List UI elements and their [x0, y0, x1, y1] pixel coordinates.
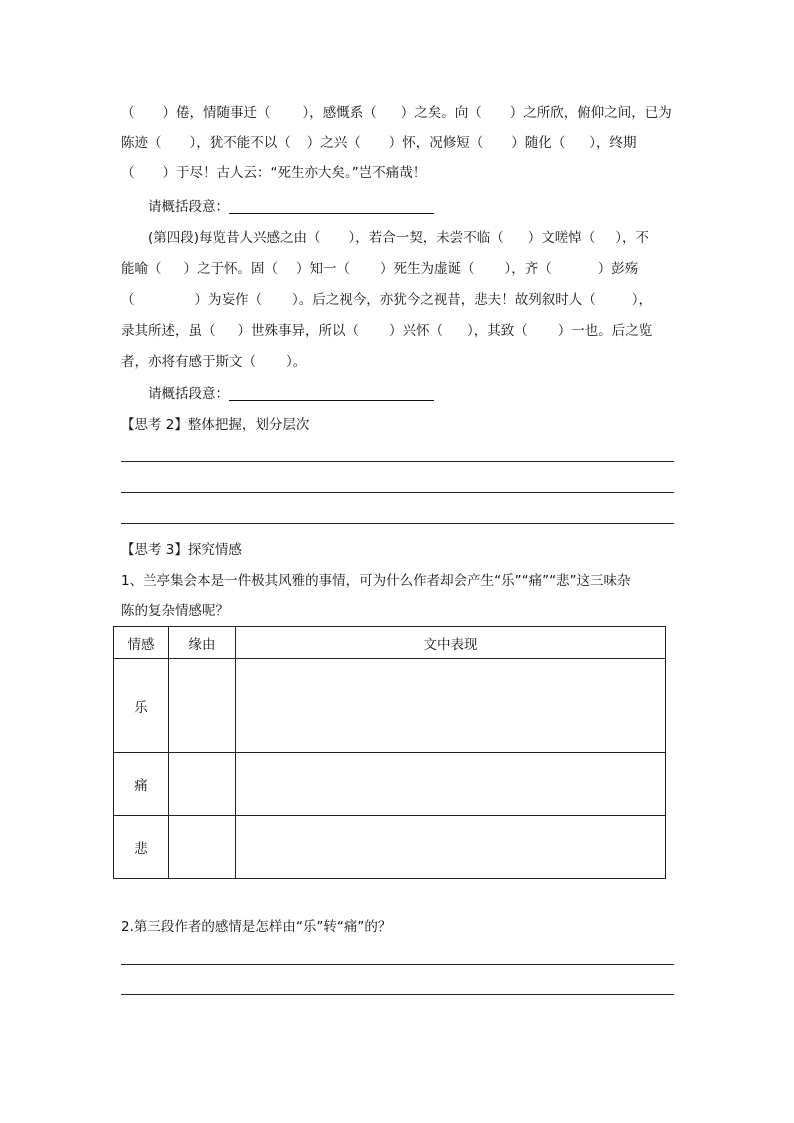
emotion-cell: 痛	[114, 753, 169, 816]
para3-line2: 陈迹（ ），犹不能不以（ ）之兴（ ）怀，况修短（ ）随化（ ），终期	[121, 135, 637, 151]
answer-line[interactable]	[229, 199, 434, 214]
expression-cell[interactable]	[236, 753, 666, 816]
think3-question2: 2.第三段作者的感情是怎样由“乐”转“痛”的？	[121, 919, 392, 935]
answer-line[interactable]	[229, 386, 434, 401]
header-emotion: 情感	[114, 627, 169, 659]
answer-line[interactable]	[121, 461, 674, 462]
para4-line4: 录其所述，虽（ ）世殊事异，所以（ ）兴怀（ ），其致（ ）一也。后之览	[121, 323, 653, 339]
para4-line3: （ ）为妄作（ ）。后之视今，亦犹今之视昔，悲夫！故列叙时人（ ），	[121, 292, 652, 308]
header-expression: 文中表现	[236, 627, 666, 659]
reason-cell[interactable]	[169, 659, 236, 753]
para3-line3: （ ）于尽！古人云：“死生亦大矣。”岂不痛哉！	[121, 165, 427, 181]
think3-title: 【思考 3】探究情感	[121, 542, 242, 558]
para3-line1: （ ）倦，情随事迁（ ），感慨系（ ）之矣。向（ ）之所欣，俯仰之间，已为	[121, 105, 672, 121]
table-row	[114, 753, 666, 816]
expression-cell[interactable]	[236, 659, 666, 753]
answer-line[interactable]	[121, 492, 674, 493]
think3-question1-line1: 1、兰亭集会本是一件极其风雅的事情，可为什么作者却会产生“乐”“痛”“悲”这三味杂	[121, 573, 631, 589]
reason-cell[interactable]	[169, 816, 236, 879]
table-header-row	[114, 627, 666, 659]
think2-title: 【思考 2】整体把握，划分层次	[121, 417, 310, 433]
answer-line[interactable]	[121, 523, 674, 524]
para4-line1: (第四段)每览昔人兴感之由（ ），若合一契，未尝不临（ ）文嗟悼（ ），不	[148, 230, 650, 246]
header-reason: 缘由	[169, 627, 236, 659]
think3-question1-line2: 陈的复杂情感呢？	[121, 603, 229, 619]
table-row	[114, 659, 666, 753]
emotion-cell: 悲	[114, 816, 169, 879]
answer-line[interactable]	[121, 964, 674, 965]
emotion-table	[113, 626, 666, 879]
para4-line5: 者，亦将有感于斯文（ ）。	[121, 354, 307, 370]
summary-prompt-2: 请概括段意：	[148, 384, 702, 404]
emotion-cell: 乐	[114, 659, 169, 753]
table-row	[114, 816, 666, 879]
answer-line[interactable]	[121, 994, 674, 995]
expression-cell[interactable]	[236, 816, 666, 879]
reason-cell[interactable]	[169, 753, 236, 816]
summary-prompt-1: 请概括段意：	[148, 197, 702, 217]
para4-line2: 能喻（ ）之于怀。固（ ）知一（ ）死生为虚诞（ ），齐（ ）彭殇	[121, 261, 639, 277]
